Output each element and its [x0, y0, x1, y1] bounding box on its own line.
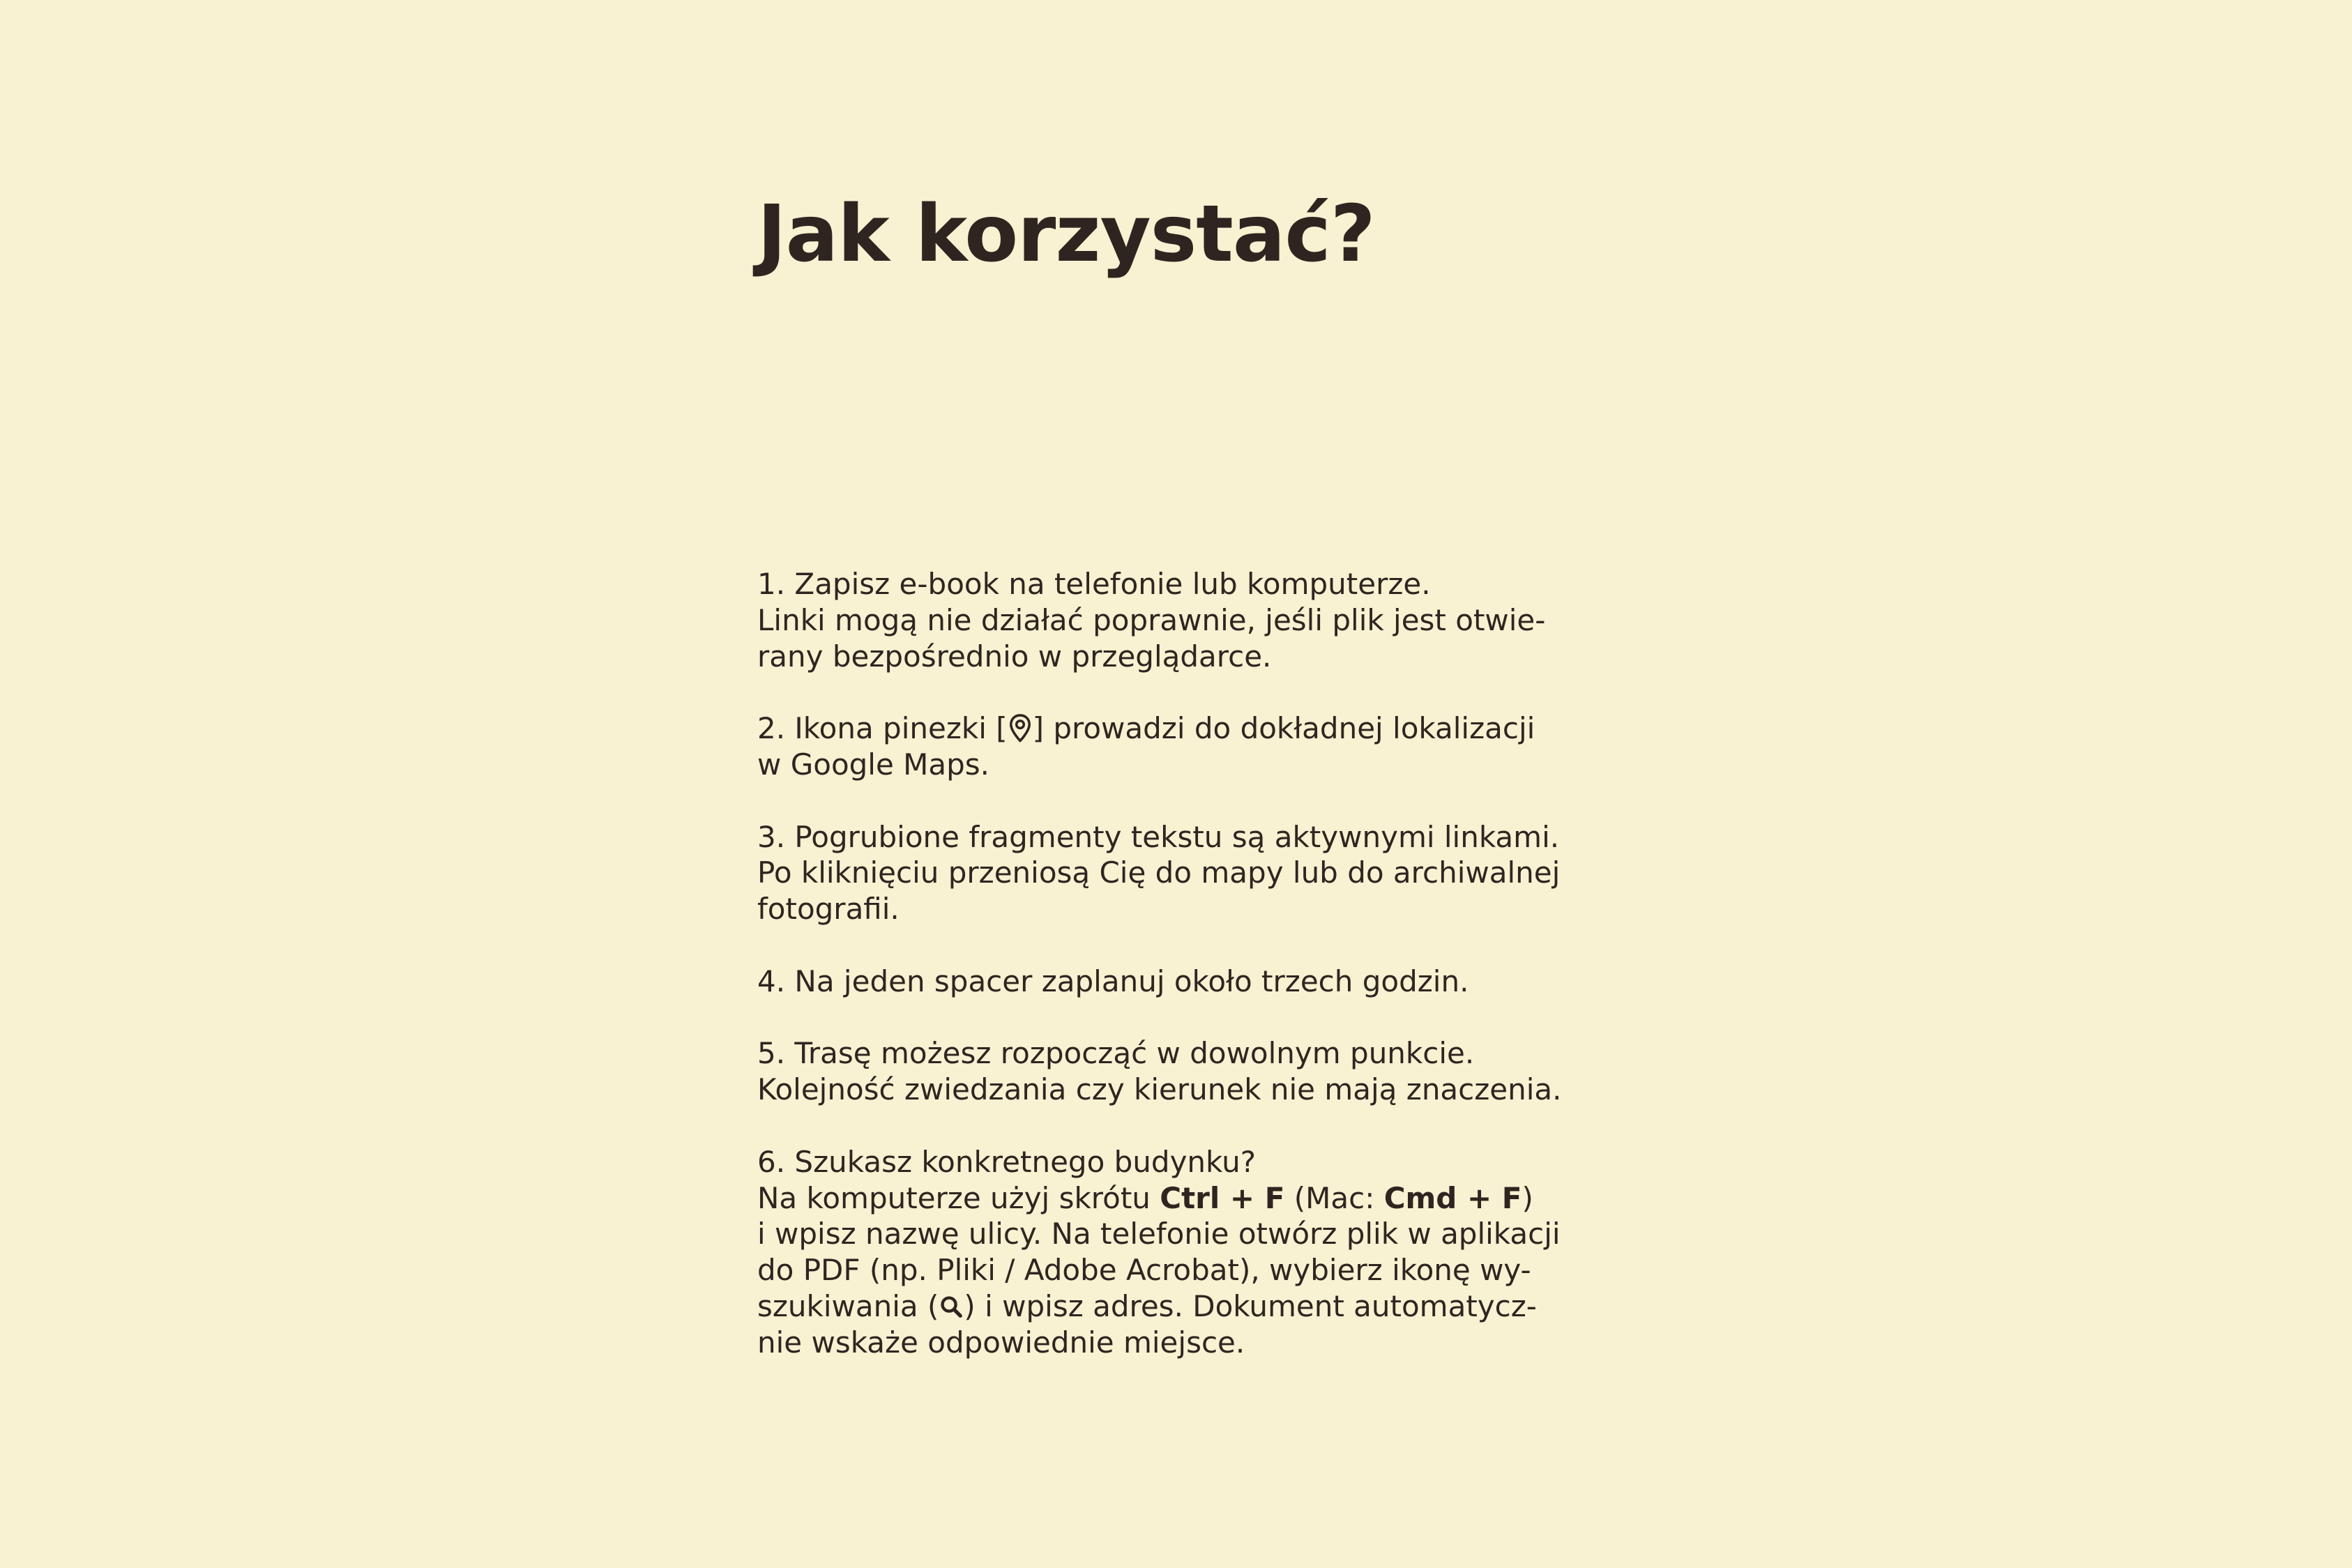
instruction-4-line-1: 4. Na jeden spacer zaplanuj około trzech godzin. [757, 964, 1469, 998]
instruction-3-line-1: 3. Pogrubione fragmenty tekstu są aktywnymi linkami. [757, 819, 1560, 854]
page-title: Jak korzystać? [757, 189, 1375, 280]
instruction-6-line-2 [757, 1180, 1573, 1217]
instruction-1-line-1: 1. Zapisz e-book na telefonie lub komputerze. [757, 567, 1431, 601]
instruction-6-text-before-icon: szukiwania ( [757, 1288, 939, 1323]
instruction-6-line-1: 6. Szukasz konkretnego budynku? [757, 1144, 1256, 1179]
instruction-6-line-6: nie wskaże odpowiednie miejsce. [757, 1325, 1245, 1360]
instruction-6-text-b: (Mac: [1284, 1180, 1384, 1215]
instruction-1-line-2: Linki mogą nie działać poprawnie, jeśli plik jest otwie- [757, 602, 1546, 637]
instruction-6-text-c: ) [1522, 1180, 1533, 1215]
instruction-1 [757, 566, 1573, 674]
instruction-6-line-3: i wpisz nazwę ulicy. Na telefonie otwórz plik w aplikacji [757, 1217, 1561, 1251]
instruction-6-line-5 [757, 1288, 1573, 1325]
instruction-1-line-3: rany bezpośrednio w przeglądarce. [757, 639, 1272, 673]
shortcut-ctrl-f: Ctrl + F [1160, 1180, 1285, 1215]
instruction-2-line-1 [757, 710, 1573, 747]
instruction-6-text-after-icon: ) i wpisz adres. Dokument automatycz- [964, 1288, 1537, 1323]
instruction-6 [757, 1144, 1573, 1361]
instruction-2 [757, 710, 1573, 783]
instruction-5 [757, 1035, 1573, 1108]
map-pin-icon [1008, 713, 1033, 744]
instruction-3-line-2: Po kliknięciu przeniosą Cię do mapy lub do archiwalnej [757, 855, 1561, 890]
instruction-2-text-after-icon: ] prowadzi do dokładnej lokalizacji [1032, 711, 1535, 746]
instruction-2-line-2: w Google Maps. [757, 747, 990, 782]
shortcut-cmd-f: Cmd + F [1383, 1180, 1522, 1215]
search-icon [939, 1291, 964, 1322]
instruction-4 [757, 964, 1573, 1000]
instruction-3 [757, 819, 1573, 927]
instruction-5-line-2: Kolejność zwiedzania czy kierunek nie mają znaczenia. [757, 1072, 1562, 1107]
instructions [757, 566, 1573, 1361]
instruction-6-line-4: do PDF (np. Pliki / Adobe Acrobat), wybierz ikonę wy- [757, 1253, 1531, 1288]
instruction-6-text-a: Na komputerze użyj skrótu [757, 1180, 1160, 1215]
instruction-5-line-1: 5. Trasę możesz rozpocząć w dowolnym punkcie. [757, 1036, 1475, 1071]
instruction-2-text-before-icon: 2. Ikona pinezki [ [757, 711, 1008, 746]
instruction-3-line-3: fotografii. [757, 892, 900, 927]
